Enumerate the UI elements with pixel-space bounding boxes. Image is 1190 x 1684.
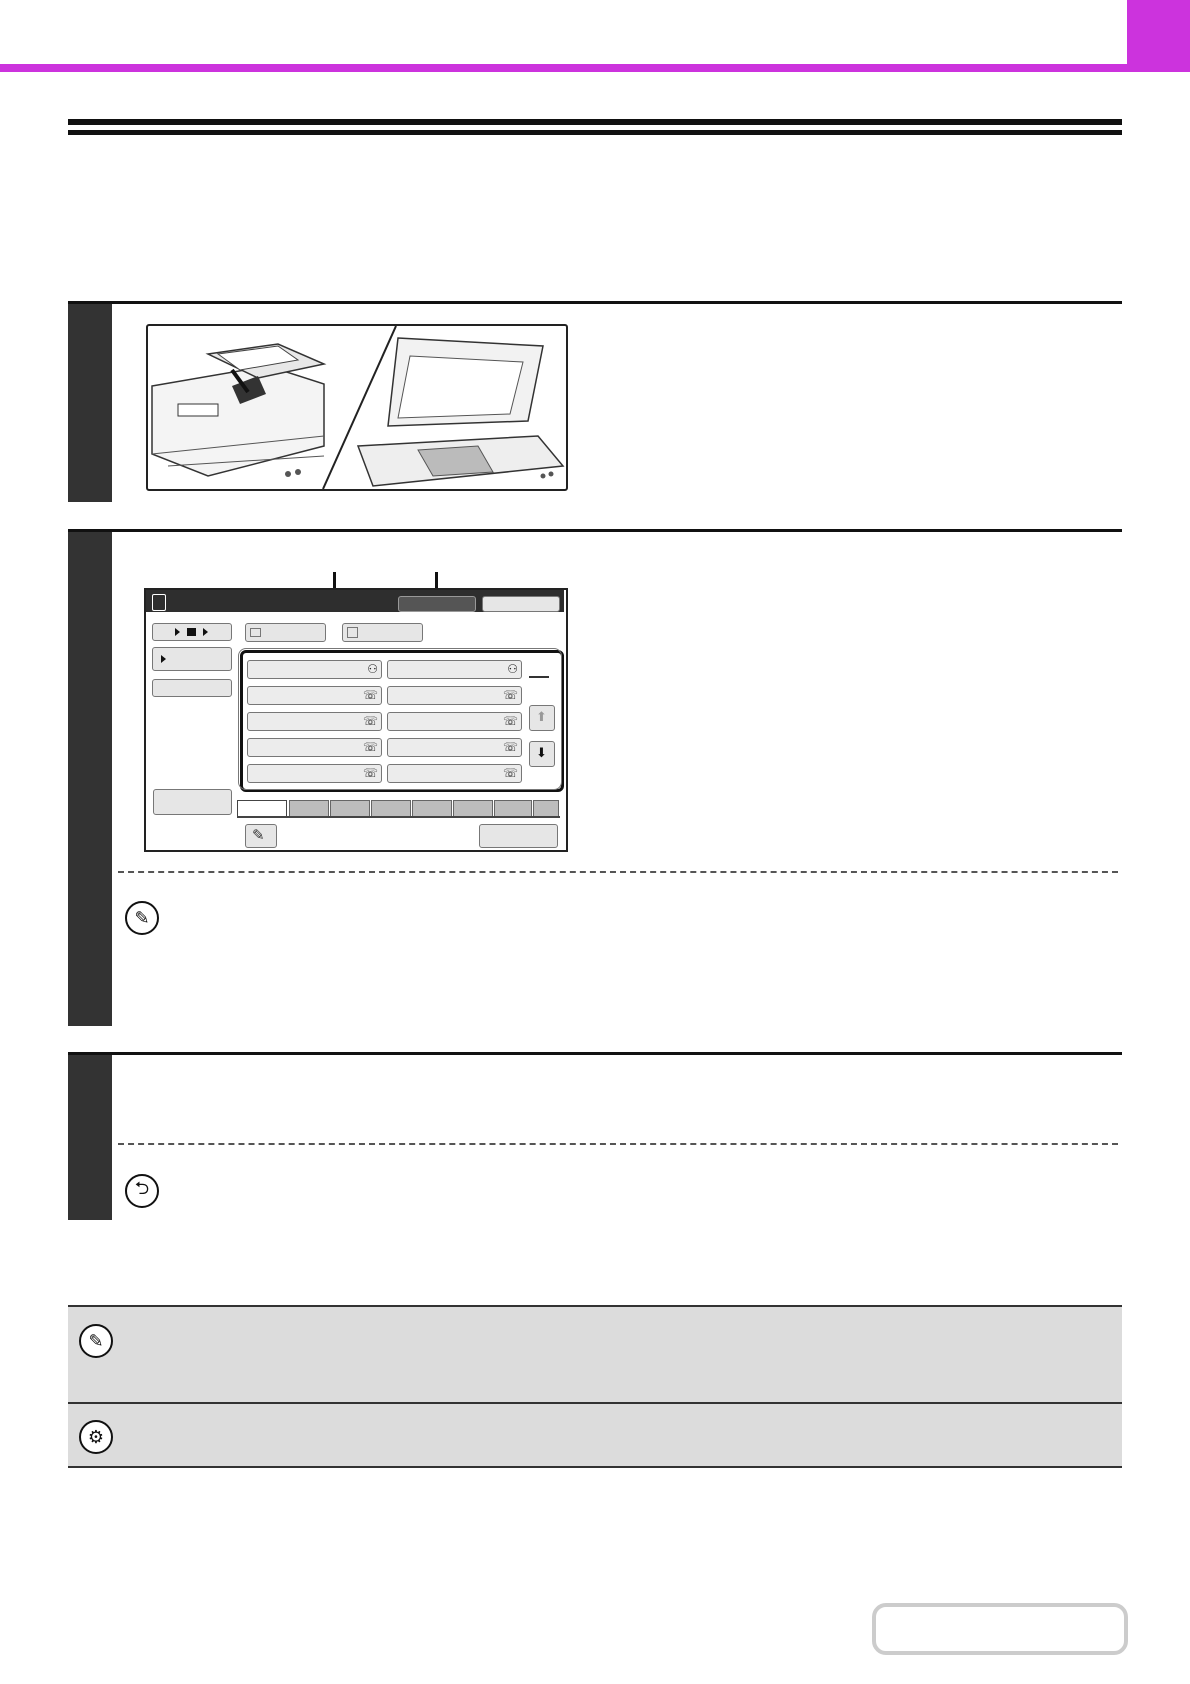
play-stop-icon — [153, 624, 231, 640]
phone-icon: ☏ — [502, 766, 518, 780]
left-menu-button-3[interactable] — [153, 789, 232, 815]
scanner-illustration — [148, 326, 566, 489]
notes-bottom-rule — [68, 1466, 1122, 1468]
step-2-bar — [68, 532, 112, 1026]
group-icon: ⚇ — [507, 662, 518, 676]
step-1-rule — [68, 301, 1122, 304]
left-menu-button-1[interactable] — [152, 647, 232, 671]
top-right-button-1[interactable] — [398, 596, 476, 612]
phone-icon: ☏ — [362, 714, 378, 728]
page-indicator-line — [529, 676, 549, 678]
address-key[interactable] — [387, 738, 522, 757]
down-arrow-icon: ⬇ — [536, 745, 547, 760]
address-key[interactable] — [387, 712, 522, 731]
email-icon — [250, 628, 261, 637]
address-key[interactable] — [387, 660, 522, 679]
address-key[interactable] — [247, 764, 382, 783]
sort-toggle-button[interactable] — [152, 623, 232, 641]
page-navigation-box[interactable] — [872, 1603, 1128, 1655]
step-3-rule — [68, 1052, 1122, 1055]
left-menu-button-2[interactable] — [152, 679, 232, 697]
step-1-bar — [68, 304, 112, 502]
phone-icon: ☏ — [502, 740, 518, 754]
fax-filter-button[interactable] — [342, 623, 423, 642]
tab-baseline — [237, 816, 560, 818]
scroll-up-button[interactable] — [529, 705, 555, 731]
address-key[interactable] — [247, 686, 382, 705]
scroll-down-button[interactable] — [529, 741, 555, 767]
original-placement-illustration — [146, 324, 568, 491]
return-icon: ⮌ — [125, 1174, 159, 1208]
pencil-icon: ✎ — [79, 1324, 113, 1358]
up-arrow-icon: ⬆ — [536, 709, 547, 724]
phone-icon: ☏ — [362, 740, 378, 754]
system-settings-icon: ⚙ — [79, 1420, 113, 1454]
address-key[interactable] — [247, 712, 382, 731]
top-right-button-2[interactable] — [482, 596, 560, 612]
step-2-divider — [118, 871, 1118, 873]
fax-icon — [347, 627, 358, 638]
title-rule-bottom — [68, 130, 1122, 135]
step-2-rule — [68, 529, 1122, 532]
title-rule-top — [68, 119, 1122, 125]
chapter-tab[interactable] — [1127, 0, 1190, 72]
pencil-icon: ✎ — [125, 901, 159, 935]
email-filter-button[interactable] — [245, 623, 326, 642]
phone-icon: ☏ — [362, 688, 378, 702]
address-book-icon — [152, 594, 166, 611]
phone-icon: ☏ — [502, 688, 518, 702]
note-box — [68, 1307, 1122, 1402]
address-key[interactable] — [247, 738, 382, 757]
header-accent-bar — [0, 64, 1127, 72]
step-3-divider — [118, 1143, 1118, 1145]
phone-icon: ☏ — [502, 714, 518, 728]
system-settings-box — [68, 1404, 1122, 1466]
address-key[interactable] — [387, 764, 522, 783]
address-key[interactable] — [247, 660, 382, 679]
edit-icon: ✎ — [252, 827, 265, 844]
screen-bottom-right-button[interactable] — [479, 824, 558, 848]
play-icon — [159, 648, 169, 670]
phone-icon: ☏ — [362, 766, 378, 780]
address-key[interactable] — [387, 686, 522, 705]
edit-address-button[interactable] — [245, 824, 277, 848]
group-icon: ⚇ — [367, 662, 378, 676]
step-3-bar — [68, 1055, 112, 1220]
